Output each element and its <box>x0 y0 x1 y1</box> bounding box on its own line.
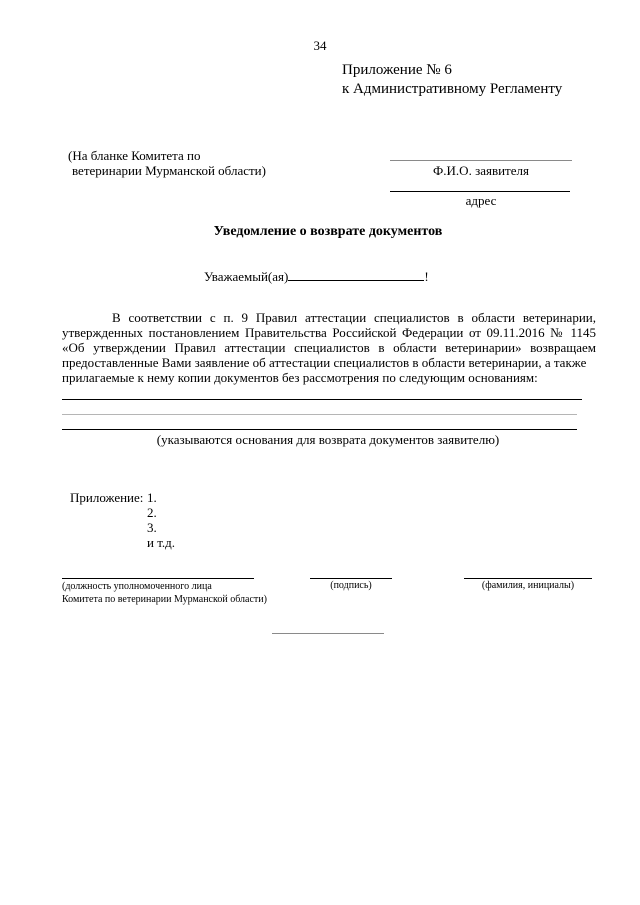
body-paragraph-last-line: прилагаемые к нему копии документов без рассмотрения по следующим основаниям: <box>62 370 538 385</box>
appendix-title: Приложение № 6 <box>342 62 452 78</box>
name-caption: (фамилия, инициалы) <box>481 580 575 591</box>
recipient-name-blank <box>288 268 424 281</box>
letterhead-note-line2: ветеринарии Мурманской области) <box>72 163 266 178</box>
reason-caption: (указываются основания для возврата документов заявителю) <box>156 432 500 447</box>
position-caption <box>62 580 267 606</box>
attachment-item: и т.д. <box>147 535 176 550</box>
appendix-subtitle: к Административному Регламенту <box>342 81 563 97</box>
sign-line <box>310 578 392 579</box>
reason-line-3 <box>62 429 577 430</box>
reason-line-1 <box>62 399 582 400</box>
applicant-address-line <box>390 191 570 192</box>
greeting <box>204 268 429 285</box>
applicant-name-label: Ф.И.О. заявителя <box>433 163 529 178</box>
document-title: Уведомление о возврате документов <box>213 224 443 239</box>
position-caption-line2: Комитета по ветеринарии Мурманской области) <box>62 594 267 605</box>
position-caption-line1: (должность уполномоченного лица <box>62 581 212 592</box>
attachment-item: 3. <box>147 520 157 535</box>
letterhead-note-line1: (На бланке Комитета по <box>68 148 201 163</box>
body-paragraph-main: В соответствии с п. 9 Правил аттестации специалистов в области ветеринарии, утвержденных постановлением Правительства Российской Федерации от 09.11.2016 № 1145 «Об утверждении Правил аттестации специалистов в области ветеринарии» возвращаем предоставленные Вами заявление об аттестации специалистов в области ветеринарии, а также <box>62 310 596 370</box>
position-signature-line <box>62 578 254 579</box>
bottom-separator-line <box>272 633 384 634</box>
attachment-item: 1. <box>147 490 157 505</box>
page-number: 34 <box>313 38 327 53</box>
applicant-name-line <box>390 160 572 161</box>
greeting-suffix: ! <box>424 269 429 284</box>
attachment-item: 2. <box>147 505 157 520</box>
letterhead-note <box>68 148 266 178</box>
name-signature-line <box>464 578 592 579</box>
signature-caption: (подпись) <box>330 580 372 591</box>
attachments-label: Приложение: <box>70 490 144 505</box>
applicant-address-label: адрес <box>465 193 497 208</box>
reason-line-2 <box>62 414 577 415</box>
greeting-prefix: Уважаемый(ая) <box>204 269 289 284</box>
body-paragraph <box>62 310 596 385</box>
